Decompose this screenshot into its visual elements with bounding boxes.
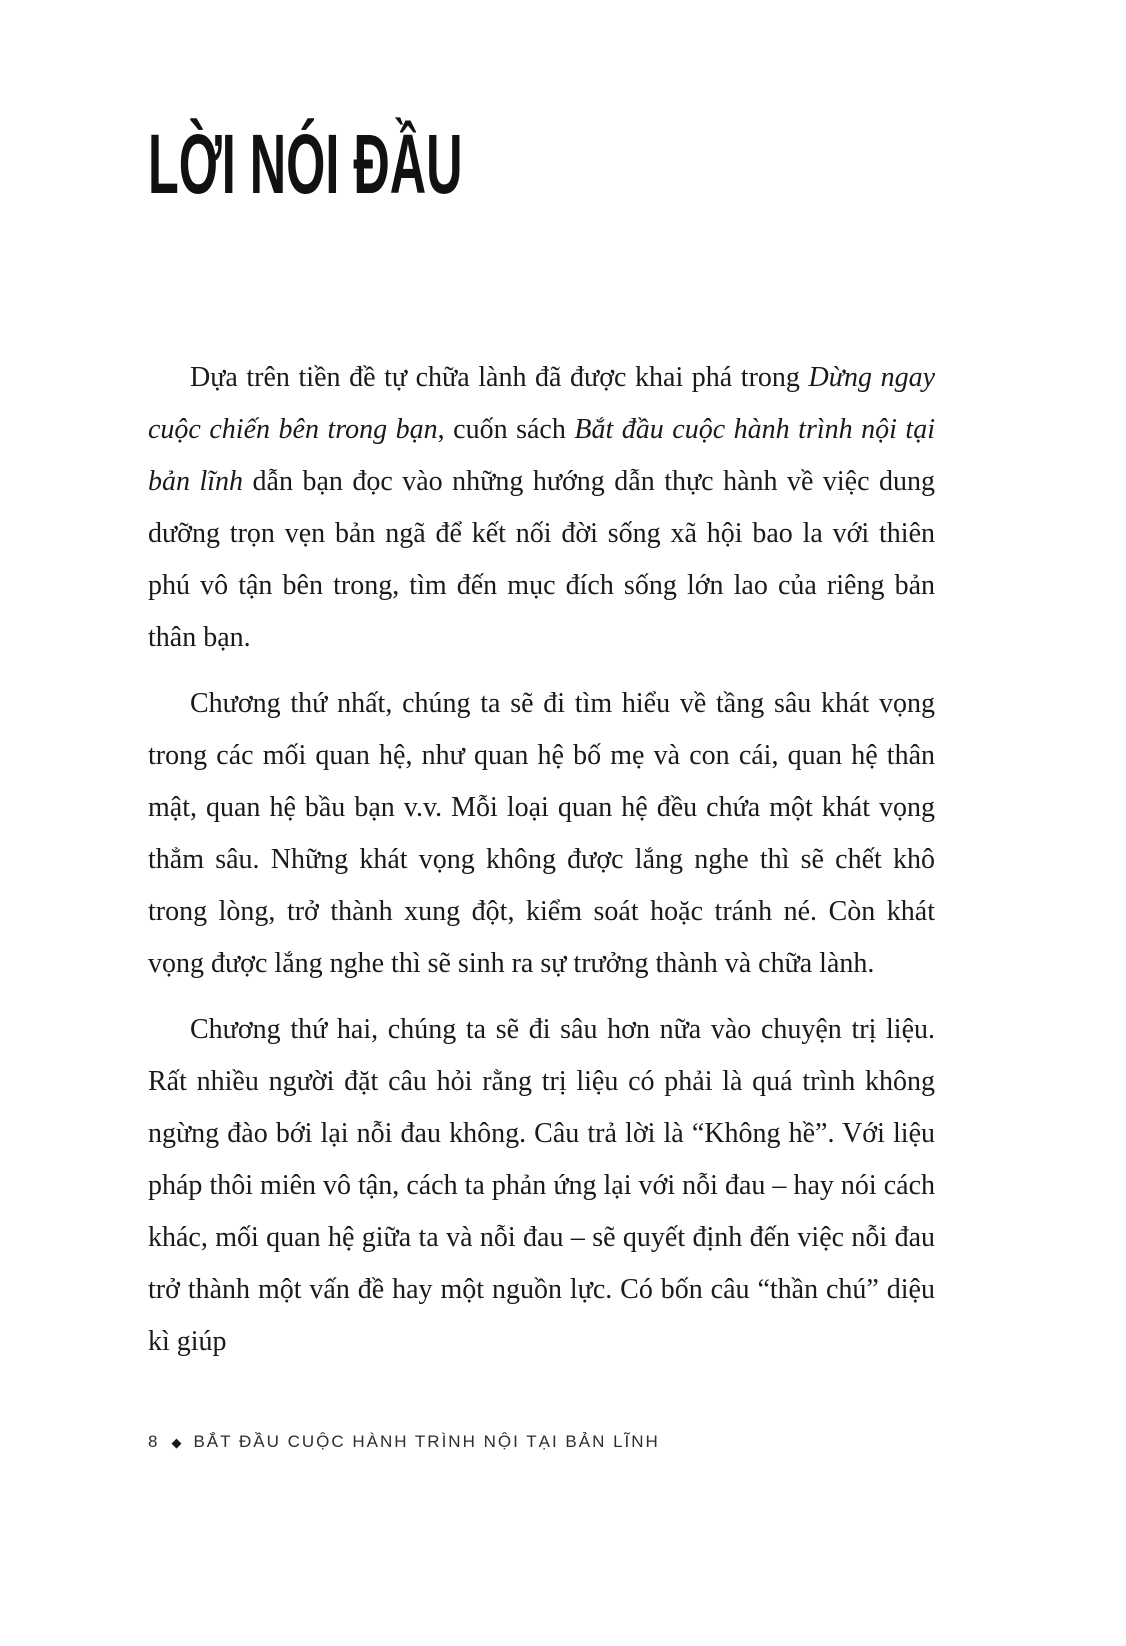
paragraph <box>148 352 935 664</box>
paragraph-text: , cuốn sách <box>437 414 575 445</box>
book-title-italic: Bắt đầu cuộc hành trình nội tại bản lĩnh <box>148 414 935 497</box>
page-number: 8 <box>148 1432 160 1451</box>
page-footer <box>148 1432 660 1452</box>
book-title-italic: Dừng ngay cuộc chiến bên trong bạn <box>148 362 935 445</box>
paragraph-text: Chương thứ nhất, chúng ta sẽ đi tìm hiểu về tầng sâu khát vọng trong các mối quan hệ, như quan hệ bố mẹ và con cái, quan hệ thân mật, quan hệ bầu bạn v.v. Mỗi loại quan hệ đều chứa một khát vọng thẳm sâu. Những khát vọng không được lắng nghe thì sẽ chết khô trong lòng, trở thành xung đột, kiểm soát hoặc tránh né. Còn khát vọng được lắng nghe thì sẽ sinh ra sự trưởng thành và chữa lành. <box>148 688 935 979</box>
diamond-icon: ◆ <box>171 1434 182 1450</box>
paragraph-text: dẫn bạn đọc vào những hướng dẫn thực hành về việc dung dưỡng trọn vẹn bản ngã để kết nối đời sống xã hội bao la với thiên phú vô tận bên trong, tìm đến mục đích sống lớn lao của riêng bản thân bạn. <box>148 466 936 653</box>
body-text <box>148 352 935 1382</box>
running-title: BẮT ĐẦU CUỘC HÀNH TRÌNH NỘI TẠI BẢN LĨNH <box>193 1432 660 1451</box>
paragraph-text: Dựa trên tiền đề tự chữa lành đã được khai phá trong <box>190 362 809 393</box>
paragraph <box>148 1004 935 1368</box>
paragraph <box>148 678 935 990</box>
paragraph-text: Chương thứ hai, chúng ta sẽ đi sâu hơn nữa vào chuyện trị liệu. Rất nhiều người đặt câu hỏi rằng trị liệu có phải là quá trình không ngừng đào bới lại nỗi đau không. Câu trả lời là “Không hề”. Với liệu pháp thôi miên vô tận, cách ta phản ứng lại với nỗi đau – hay nói cách khác, mối quan hệ giữa ta và nỗi đau – sẽ quyết định đến việc nỗi đau trở thành một vấn đề hay một nguồn lực. Có bốn câu “thần chú” diệu kì giúp <box>148 1014 935 1357</box>
page-title: LỜI NÓI ĐẦU <box>148 117 463 211</box>
